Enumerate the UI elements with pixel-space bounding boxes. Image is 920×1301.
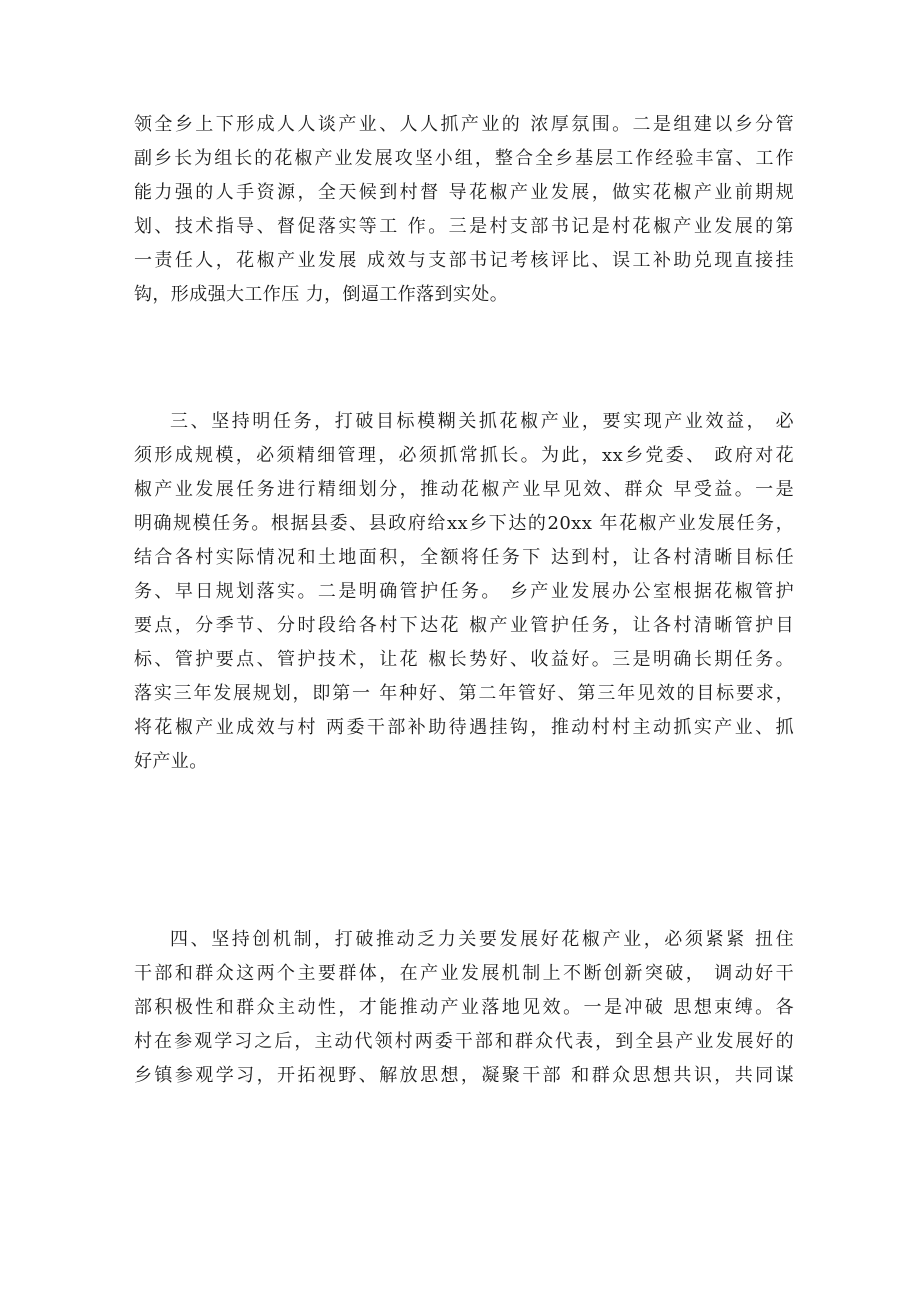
text-line: 要点，分季节、分时段给各村下达花 椒产业管护任务，让各村清晰管护目 bbox=[134, 615, 794, 636]
text-line: 划、技术指导、督促落实等工 作。三是村支部书记是村花椒产业发展的第 bbox=[134, 216, 794, 237]
text-line: 一责任人，花椒产业发展 成效与支部书记考核评比、误工补助兑现直接挂 bbox=[134, 250, 794, 271]
text-line: 椒产业发展任务进行精细划分，推动花椒产业早见效、群众 早受益。一是 bbox=[134, 479, 794, 500]
text-line: 将花椒产业成效与村 两委干部补助待遇挂钩，推动村村主动抓实产业、抓 bbox=[134, 717, 794, 738]
paragraph-3 bbox=[134, 929, 794, 1099]
paragraph-heading-line: 四、坚持创机制，打破推动乏力关要发展好花椒产业，必须紧紧 扭住 bbox=[170, 929, 794, 950]
paragraph-heading-line: 三、坚持明任务，打破目标模糊关抓花椒产业，要实现产业效益， 必 bbox=[170, 411, 794, 432]
text-line: 好产业。 bbox=[134, 751, 208, 772]
text-line: 标、管护要点、管护技术，让花 椒长势好、收益好。三是明确长期任务。 bbox=[134, 649, 794, 670]
text-line: 结合各村实际情况和土地面积，全额将任务下 达到村，让各村清晰目标任 bbox=[134, 547, 794, 568]
text-line: 部积极性和群众主动性，才能推动产业落地见效。一是冲破 思想束缚。各 bbox=[134, 997, 794, 1018]
text-line: 乡镇参观学习，开拓视野、解放思想，凝聚干部 和群众思想共识，共同谋 bbox=[134, 1065, 794, 1086]
text-line: 副乡长为组长的花椒产业发展攻坚小组，整合全乡基层工作经验丰富、工作 bbox=[134, 148, 794, 169]
text-line: 落实三年发展规划，即第一 年种好、第二年管好、第三年见效的目标要求， bbox=[134, 683, 794, 704]
text-line: 干部和群众这两个主要群体，在产业发展机制上不断创新突破， 调动好干 bbox=[134, 963, 794, 984]
text-line: 村在参观学习之后，主动代领村两委干部和群众代表，到全县产业发展好的 bbox=[134, 1031, 794, 1052]
paragraph-1 bbox=[134, 114, 794, 318]
text-line: 明确规模任务。根据县委、县政府给xx乡下达的20xx 年花椒产业发展任务， bbox=[134, 513, 794, 534]
text-line: 钩，形成强大工作压 力，倒逼工作落到实处。 bbox=[134, 284, 509, 305]
text-line: 领全乡上下形成人人谈产业、人人抓产业的 浓厚氛围。二是组建以乡分管 bbox=[134, 114, 794, 135]
paragraph-2 bbox=[134, 411, 794, 785]
text-line: 务、早日规划落实。二是明确管护任务。 乡产业发展办公室根据花椒管护 bbox=[134, 581, 794, 602]
text-line: 须形成规模，必须精细管理，必须抓常抓长。为此，xx乡党委、 政府对花 bbox=[134, 445, 794, 466]
text-line: 能力强的人手资源，全天候到村督 导花椒产业发展，做实花椒产业前期规 bbox=[134, 182, 794, 203]
